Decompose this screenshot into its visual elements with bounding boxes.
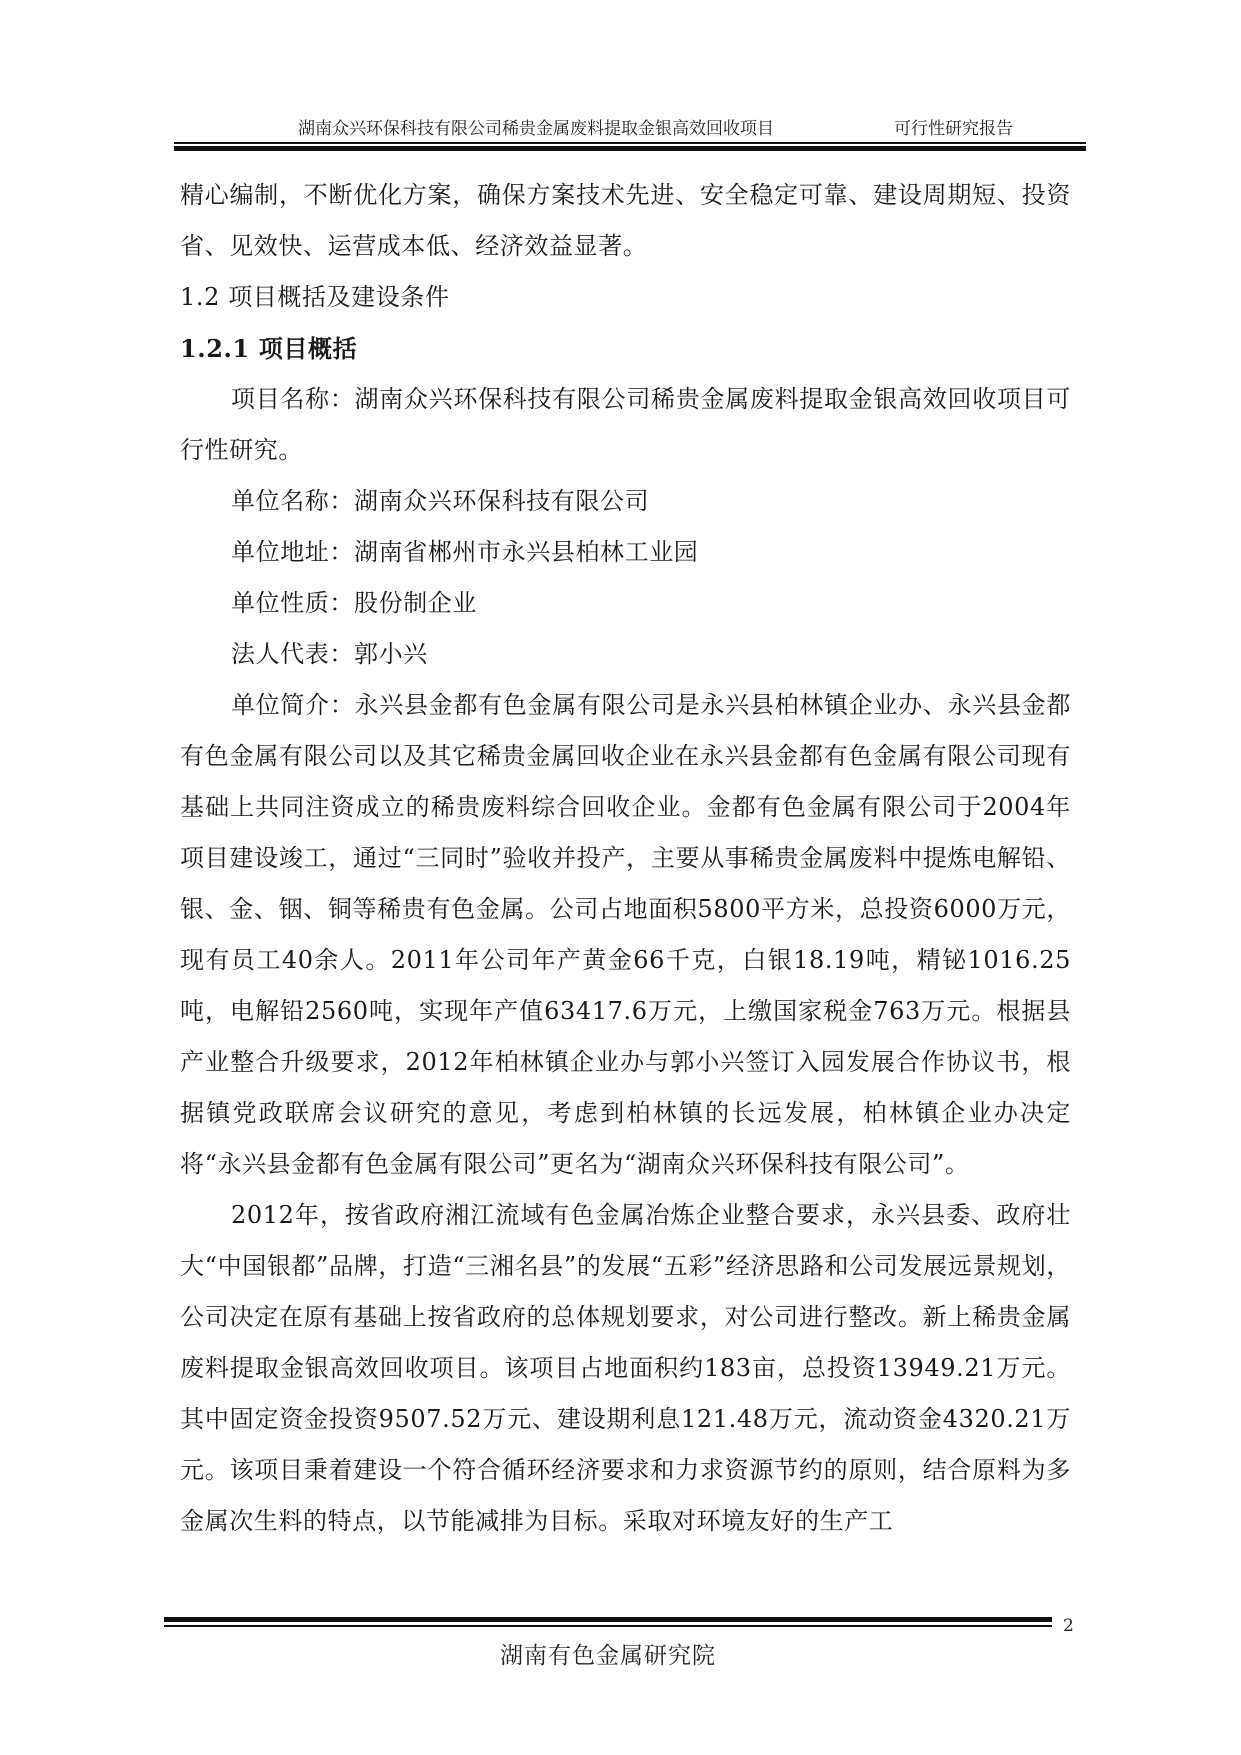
legal-representative-line: 法人代表：郭小兴 bbox=[231, 640, 428, 668]
unit-name-line: 单位名称：湖南众兴环保科技有限公司 bbox=[231, 487, 650, 515]
project-2012-paragraph: 2012年，按省政府湘江流域有色金属冶炼企业整合要求，永兴县委、政府壮大“中国银都”品牌，打造“三湘名县”的发展“五彩”经济思路和公司发展远景规划，公司决定在原有基础上按省政府的总体规划要求，对公司进行整改。新上稀贵金属废料提取金银高效回收项目。该项目占地面积约183亩，总投资13949.21万元。其中固定资金投资9507.52万元、建设期利息121.48万元，流动资金4320.21万元。该项目秉着建设一个符合循环经济要求和力求资源节约的原则，结合原料为多金属次生料的特点，以节能减排为目标。采取对环境友好的生产工 bbox=[180, 1201, 1071, 1535]
header-text-row bbox=[174, 112, 1086, 138]
document-body bbox=[180, 170, 1071, 1547]
section-heading: 1.2 项目概括及建设条件 bbox=[180, 283, 450, 311]
header-project-title: 湖南众兴环保科技有限公司稀贵金属废料提取金银高效回收项目 bbox=[298, 119, 774, 139]
footer-rule-thick bbox=[164, 1617, 1052, 1622]
intro-continuation-paragraph: 精心编制，不断优化方案，确保方案技术先进、安全稳定可靠、建设周期短、投资省、见效快、运营成本低、经济效益显著。 bbox=[180, 181, 1071, 260]
header-rule-thick bbox=[174, 146, 1086, 151]
subsection-heading: 1.2.1 项目概括 bbox=[180, 334, 358, 363]
header-rule-thin bbox=[174, 142, 1086, 144]
unit-introduction-paragraph: 单位简介：永兴县金都有色金属有限公司是永兴县柏林镇企业办、永兴县金都有色金属有限公司以及其它稀贵金属回收企业在永兴县金都有色金属有限公司现有基础上共同注资成立的稀贵废料综合回收企业。金都有色金属有限公司于2004年项目建设竣工，通过“三同时”验收并投产，主要从事稀贵金属废料中提炼电解铅、银、金、铟、铜等稀贵有色金属。公司占地面积5800平方米，总投资6000万元，现有员工40余人。2011年公司年产黄金66千克，白银18.19吨，精铋1016.25吨，电解铅2560吨，实现年产值63417.6万元，上缴国家税金763万元。根据县产业整合升级要求，2012年柏林镇企业办与郭小兴签订入园发展合作协议书，根据镇党政联席会议研究的意见，考虑到柏林镇的长远发展，柏林镇企业办决定将“永兴县金都有色金属有限公司”更名为“湖南众兴环保科技有限公司”。 bbox=[180, 691, 1071, 1178]
page-number: 2 bbox=[1063, 1616, 1074, 1636]
footer-organization: 湖南有色金属研究院 bbox=[500, 1643, 716, 1669]
unit-nature-line: 单位性质：股份制企业 bbox=[231, 589, 477, 617]
footer-rule-thin bbox=[164, 1625, 1052, 1627]
header-report-type: 可行性研究报告 bbox=[894, 119, 1013, 139]
unit-address-line: 单位地址：湖南省郴州市永兴县柏林工业园 bbox=[231, 538, 699, 566]
project-name-paragraph: 项目名称：湖南众兴环保科技有限公司稀贵金属废料提取金银高效回收项目可行性研究。 bbox=[180, 385, 1071, 464]
